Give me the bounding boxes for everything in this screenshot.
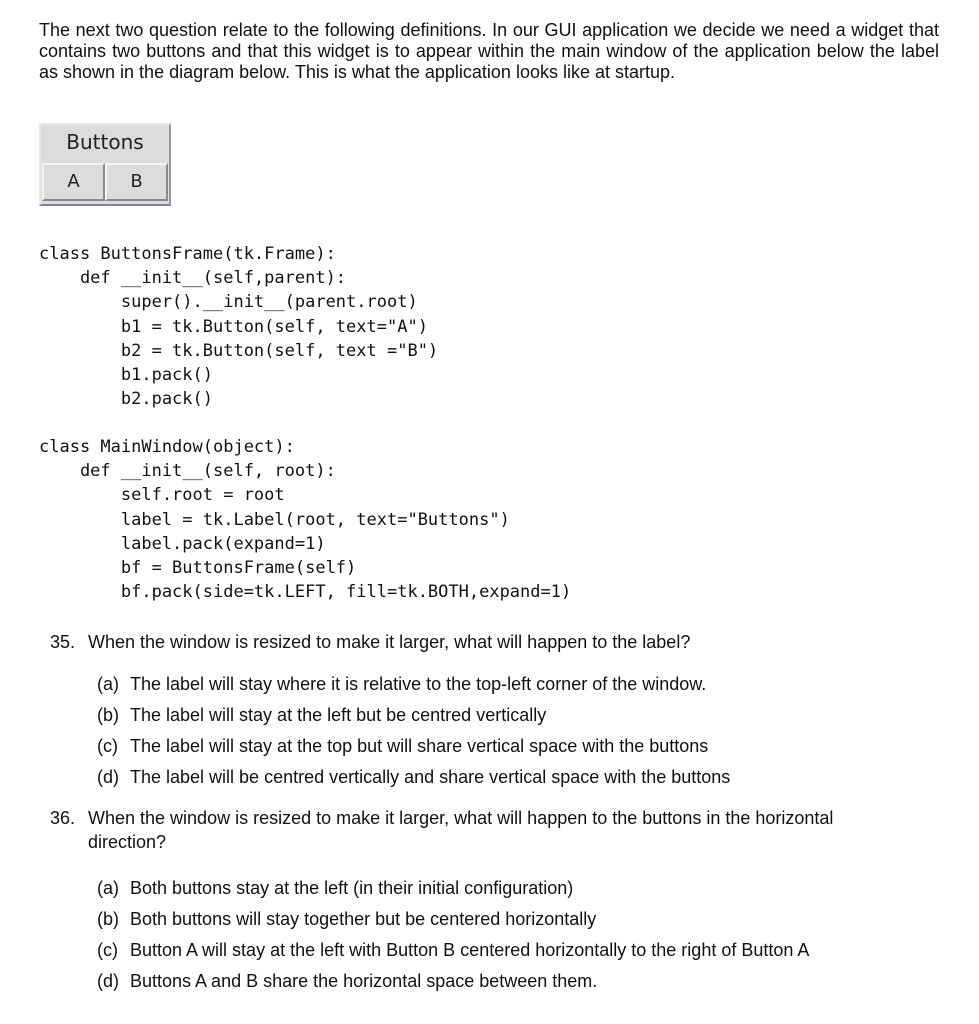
option-35-d[interactable] bbox=[97, 765, 730, 789]
option-text: The label will stay at the left but be centred vertically bbox=[130, 705, 547, 725]
question-35 bbox=[50, 630, 936, 654]
option-label: (c) bbox=[97, 940, 118, 960]
question-number: 36. bbox=[50, 808, 76, 828]
option-label: (b) bbox=[97, 705, 119, 725]
question-text: When the window is resized to make it larger, what will happen to the buttons in the horizontal bbox=[88, 808, 834, 828]
option-text: The label will stay where it is relative to the top-left corner of the window. bbox=[130, 674, 707, 694]
option-36-a[interactable] bbox=[97, 876, 573, 900]
option-label: (c) bbox=[97, 736, 118, 756]
option-text: Both buttons stay at the left (in their initial configuration) bbox=[130, 878, 574, 898]
option-label: (b) bbox=[97, 909, 119, 929]
code-block-buttons-frame: class ButtonsFrame(tk.Frame): def __init__(self,parent): super().__init__(parent.root) b1 = tk.Button(self, text="A") b2 = tk.Button(self, text ="B") b1.pack() b2.pack() bbox=[39, 244, 439, 410]
option-35-a[interactable] bbox=[97, 672, 706, 696]
option-label: (a) bbox=[97, 674, 119, 694]
option-35-b[interactable] bbox=[97, 703, 546, 727]
buttons-label: Buttons bbox=[66, 130, 144, 154]
question-text: When the window is resized to make it larger, what will happen to the label? bbox=[88, 632, 691, 652]
code-block-main-window: class MainWindow(object): def __init__(self, root): self.root = root label = tk.Label(root, text="Buttons") label.pack(expand=1) bf = ButtonsFrame(self) bf.pack(side=tk.LEFT, fill=tk.BOTH,expand=1) bbox=[39, 437, 572, 603]
button-a[interactable]: A bbox=[42, 163, 105, 201]
intro-paragraph: The next two question relate to the following definitions. In our GUI application we decide we need a widget that contains two buttons and that this widget is to appear within the main window of the application below the label as shown in the diagram below. This is what the application looks like at startup. bbox=[39, 20, 939, 82]
option-35-c[interactable] bbox=[97, 734, 708, 758]
option-label: (a) bbox=[97, 878, 119, 898]
buttons-widget-diagram bbox=[39, 123, 171, 206]
option-text: Button A will stay at the left with Button B centered horizontally to the right of Button A bbox=[130, 940, 810, 960]
option-label: (d) bbox=[97, 767, 119, 787]
question-number: 35. bbox=[50, 632, 76, 652]
option-36-b[interactable] bbox=[97, 907, 596, 931]
option-text: Both buttons will stay together but be centered horizontally bbox=[130, 909, 597, 929]
button-b[interactable]: B bbox=[105, 163, 168, 201]
option-text: The label will be centred vertically and share vertical space with the buttons bbox=[130, 767, 731, 787]
option-36-d[interactable] bbox=[97, 969, 597, 993]
option-text: The label will stay at the top but will share vertical space with the buttons bbox=[130, 736, 709, 756]
question-36 bbox=[50, 806, 936, 854]
question-text-continued: direction? bbox=[88, 832, 167, 852]
option-text: Buttons A and B share the horizontal space between them. bbox=[130, 971, 598, 991]
option-36-c[interactable] bbox=[97, 938, 809, 962]
option-label: (d) bbox=[97, 971, 119, 991]
